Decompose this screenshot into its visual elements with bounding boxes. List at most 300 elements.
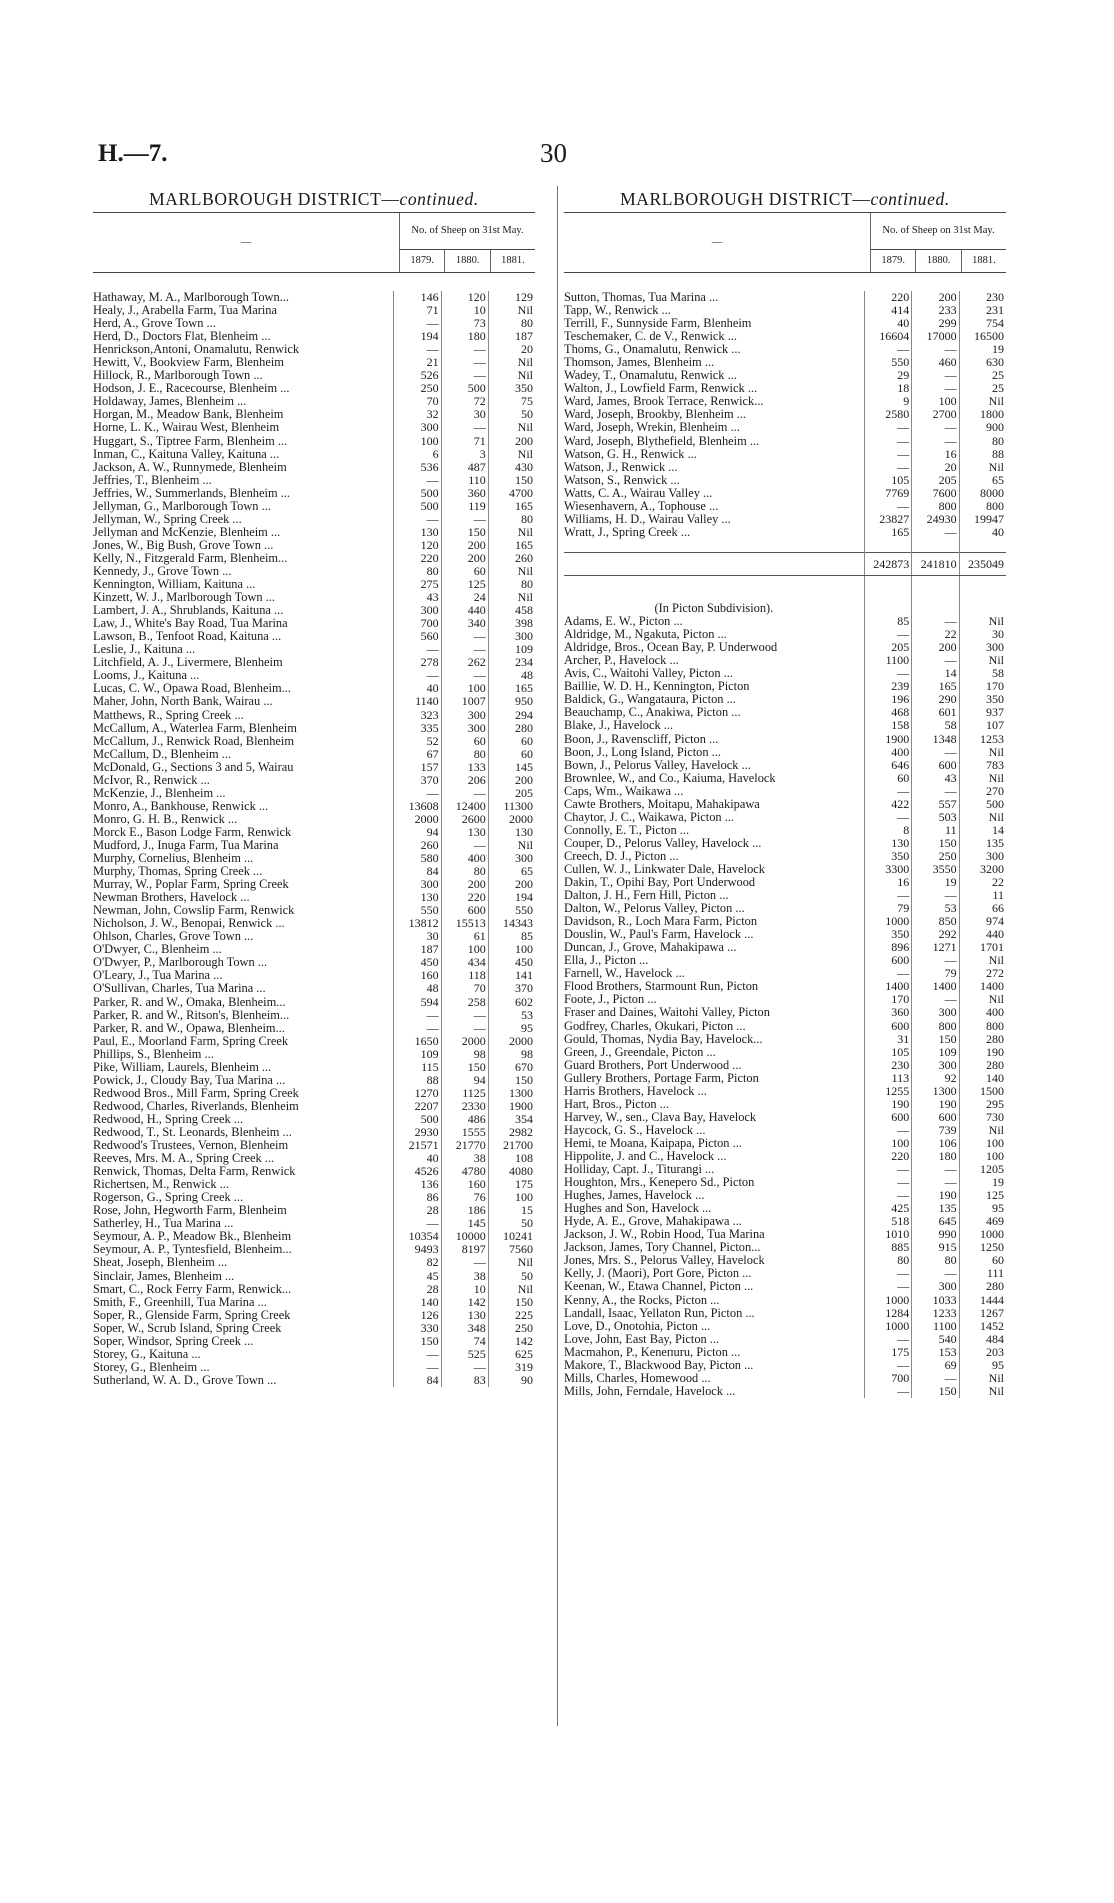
sheep-1879-cell: 580	[394, 852, 441, 865]
sheep-1880-cell: 525	[441, 1348, 488, 1361]
sheep-1879-cell: 350	[864, 850, 911, 863]
owner-cell: Boon, J., Long Island, Picton ...	[564, 745, 721, 759]
sheep-1880-cell: 3550	[912, 863, 959, 876]
sheep-1880-cell: 38	[441, 1270, 488, 1283]
sheep-1880-cell: 118	[441, 969, 488, 982]
sheep-1881-cell: 250	[488, 1322, 535, 1335]
sheep-1880-cell: 258	[441, 996, 488, 1009]
owner-cell: Hathaway, M. A., Marlborough Town...	[93, 291, 289, 304]
sheep-1881-cell: 800	[959, 500, 1006, 513]
sheep-1880-cell: 120	[441, 291, 488, 304]
sheep-1879-cell: —	[864, 500, 911, 513]
sheep-1879-cell: 468	[864, 706, 911, 719]
table-row	[93, 474, 535, 487]
table-row	[564, 1006, 1006, 1019]
sheep-1879-cell: 45	[394, 1270, 441, 1283]
sheep-1881-cell: 235049	[959, 552, 1006, 575]
sheep-1880-cell: 20	[912, 461, 959, 474]
owner-cell: Kinzett, W. J., Marlborough Town ...	[93, 591, 275, 605]
table-row	[93, 317, 535, 330]
table-row	[564, 759, 1006, 772]
sheep-1879-cell: 1900	[864, 733, 911, 746]
sheep-1880-cell: 400	[441, 852, 488, 865]
sheep-1880-cell: 80	[441, 865, 488, 878]
table-row	[93, 904, 535, 917]
table-row	[564, 1163, 1006, 1176]
sheep-1879-cell: 196	[864, 693, 911, 706]
table-row	[93, 1165, 535, 1178]
sheep-1880-cell: 200	[912, 641, 959, 654]
column-title	[564, 186, 1006, 212]
table-row	[93, 604, 535, 617]
sheep-1880-cell: 190	[912, 1189, 959, 1202]
spacer-row	[564, 575, 1006, 589]
sheep-1879-cell: 1100	[864, 654, 911, 667]
title-italic: continued.	[870, 189, 950, 209]
sheep-1880-cell: 180	[441, 330, 488, 343]
sheep-1880-cell: 70	[441, 982, 488, 995]
sheep-1879-cell: 86	[394, 1191, 441, 1204]
sheep-1880-cell: 200	[441, 878, 488, 891]
sheep-1881-cell: Nil	[488, 356, 535, 369]
spacer-cell	[864, 539, 911, 553]
table-row	[564, 628, 1006, 641]
sheep-1879-cell: —	[864, 1280, 911, 1293]
table-row	[564, 667, 1006, 680]
spacer-cell	[959, 539, 1006, 553]
sheep-1881-cell: 50	[488, 1270, 535, 1283]
table-row	[564, 421, 1006, 434]
sheep-1879-cell: 250	[394, 382, 441, 395]
sheep-1881-cell: 1800	[959, 408, 1006, 421]
sheep-1881-cell: 625	[488, 1348, 535, 1361]
spacer-cell	[959, 589, 1006, 602]
title-italic: continued.	[399, 189, 479, 209]
sheep-1880-cell: —	[912, 526, 959, 539]
sheep-1880-cell: —	[912, 435, 959, 448]
table-row	[564, 330, 1006, 343]
sheep-1879-cell: —	[394, 669, 441, 682]
table-row	[93, 421, 535, 434]
sheep-1880-cell: 1271	[912, 941, 959, 954]
table-row	[93, 1100, 535, 1113]
owner-cell: Watson, G. H., Renwick ...	[564, 447, 697, 461]
owner-cell: Haycock, G. S., Havelock ...	[564, 1123, 706, 1137]
sheep-1879-cell: 29	[864, 369, 911, 382]
sheep-1881-cell: 194	[488, 891, 535, 904]
sheep-1879-cell: 300	[394, 878, 441, 891]
sheep-1880-cell: 600	[912, 759, 959, 772]
table-row	[93, 643, 535, 656]
owner-cell: Jellyman, W., Spring Creek ...	[93, 512, 242, 526]
table-row	[93, 735, 535, 748]
sheep-1879-cell: 1400	[864, 980, 911, 993]
sheep-1879-cell: 278	[394, 656, 441, 669]
sheep-1881-cell: 270	[959, 785, 1006, 798]
sheep-1881-cell: 100	[488, 1191, 535, 1204]
sheep-1879-cell: 165	[864, 526, 911, 539]
sheep-1880-cell: 58	[912, 719, 959, 732]
year-header: 1880.	[445, 250, 490, 273]
sheep-1881-cell: 350	[959, 693, 1006, 706]
sheep-1880-cell: —	[912, 746, 959, 759]
sheep-1881-cell: Nil	[959, 772, 1006, 785]
sheep-1880-cell: 38	[441, 1152, 488, 1165]
sheep-1880-cell: 290	[912, 693, 959, 706]
table-row	[93, 1178, 535, 1191]
sheep-1881-cell: 319	[488, 1361, 535, 1374]
sheep-1879-cell: 130	[864, 837, 911, 850]
sheep-1881-cell: Nil	[488, 565, 535, 578]
sheep-1881-cell: 1500	[959, 1085, 1006, 1098]
sheep-1881-cell: 272	[959, 967, 1006, 980]
sheep-1879-cell: 1000	[864, 1320, 911, 1333]
sheep-1881-cell: 300	[488, 852, 535, 865]
sheep-1879-cell: —	[394, 1009, 441, 1022]
table-row	[93, 917, 535, 930]
owner-cell: Ward, Joseph, Blythefield, Blenheim ...	[564, 434, 760, 448]
table-row	[93, 682, 535, 695]
sheep-1880-cell: 300	[441, 709, 488, 722]
sheep-1880-cell: —	[441, 1361, 488, 1374]
sheep-1881-cell: 200	[488, 435, 535, 448]
sheep-1880-cell: 1400	[912, 980, 959, 993]
sheep-1880-cell: 19	[912, 876, 959, 889]
sheep-1880-cell: —	[912, 993, 959, 1006]
table-row	[564, 317, 1006, 330]
sheep-1881-cell: 125	[959, 1189, 1006, 1202]
owner-cell: Jellyman and McKenzie, Blenheim ...	[93, 525, 281, 539]
sheep-1880-cell: 11	[912, 824, 959, 837]
sheep-1880-cell: 53	[912, 902, 959, 915]
table-row	[93, 1256, 535, 1269]
table-row	[93, 395, 535, 408]
table-row	[93, 330, 535, 343]
sheep-1879-cell: —	[394, 474, 441, 487]
owner-cell: Storey, G., Kaituna ...	[93, 1347, 201, 1361]
sheep-1880-cell: 241810	[912, 552, 959, 575]
sheep-1880-cell: 4780	[441, 1165, 488, 1178]
sheep-1880-cell: 145	[441, 1217, 488, 1230]
table-row	[564, 954, 1006, 967]
owner-cell: Connolly, E. T., Picton ...	[564, 823, 690, 837]
owner-cell: Avis, C., Waitohi Valley, Picton ...	[564, 667, 733, 681]
sheep-1881-cell: Nil	[488, 304, 535, 317]
owner-cell: Redwood, H., Spring Creek ...	[93, 1112, 244, 1126]
owner-cell: Chaytor, J. C., Waikawa, Picton ...	[564, 810, 735, 824]
table-row	[93, 448, 535, 461]
table-row	[564, 1307, 1006, 1320]
sheep-1880-cell: 487	[441, 461, 488, 474]
sheep-1881-cell: 107	[959, 719, 1006, 732]
sheep-1879-cell: —	[864, 967, 911, 980]
owner-cell: Harvey, W., sen., Clava Bay, Havelock	[564, 1110, 757, 1124]
table-row	[564, 902, 1006, 915]
sheep-1880-cell: 12400	[441, 800, 488, 813]
sheep-1880-cell: 16	[912, 448, 959, 461]
sheep-1879-cell: 422	[864, 798, 911, 811]
sheep-1879-cell: 536	[394, 461, 441, 474]
sheep-table	[564, 291, 1006, 1398]
sheep-1880-cell: 71	[441, 435, 488, 448]
year-header: 1879.	[400, 250, 445, 273]
sheep-1881-cell: 450	[488, 956, 535, 969]
owner-cell: Jeffries, T., Blenheim ...	[93, 473, 212, 487]
sheep-1879-cell: 105	[864, 1046, 911, 1059]
table-row	[564, 1033, 1006, 1046]
sheep-1880-cell: 200	[441, 539, 488, 552]
sheep-1879-cell: 10354	[394, 1230, 441, 1243]
owner-cell: Ward, Joseph, Brookby, Blenheim ...	[564, 408, 746, 422]
spacer-cell	[959, 575, 1006, 589]
sheep-1880-cell: 915	[912, 1241, 959, 1254]
sheep-1881-cell: Nil	[488, 1283, 535, 1296]
owner-cell: McCallum, D., Blenheim ...	[93, 747, 232, 761]
sheep-1881-cell: 4080	[488, 1165, 535, 1178]
total-row	[564, 552, 1006, 575]
owner-cell: Teschemaker, C. de V., Renwick ...	[564, 330, 737, 344]
sheep-1881-cell: 1267	[959, 1307, 1006, 1320]
table-row	[93, 369, 535, 382]
sheep-1880-cell: 1007	[441, 695, 488, 708]
sheep-1879-cell: —	[394, 513, 441, 526]
sheep-1881-cell: 800	[959, 1020, 1006, 1033]
sheep-1880-cell: 72	[441, 395, 488, 408]
owner-cell: Hippolite, J. and C., Havelock ...	[564, 1150, 727, 1163]
table-row	[564, 1202, 1006, 1215]
sheep-1880-cell: 74	[441, 1335, 488, 1348]
sheep-1879-cell: —	[864, 1124, 911, 1137]
owner-cell: Holdaway, James, Blenheim ...	[93, 395, 247, 409]
table-row	[564, 474, 1006, 487]
sheep-1880-cell: —	[441, 839, 488, 852]
sheep-1880-cell: 10	[441, 1283, 488, 1296]
sheep-1881-cell: Nil	[488, 421, 535, 434]
owner-cell: Litchfield, A. J., Livermere, Blenheim	[93, 656, 283, 670]
sheep-1881-cell: 16500	[959, 330, 1006, 343]
table-row	[93, 1022, 535, 1035]
sheep-1880-cell: 15513	[441, 917, 488, 930]
table-row	[93, 943, 535, 956]
table-row	[93, 800, 535, 813]
sheep-1879-cell: 190	[864, 1098, 911, 1111]
sheep-1879-cell: 885	[864, 1241, 911, 1254]
sheep-1881-cell: Nil	[959, 1385, 1006, 1398]
owner-cell: Soper, R., Glenside Farm, Spring Creek	[93, 1308, 291, 1322]
sheep-1880-cell: 135	[912, 1202, 959, 1215]
owner-cell: Jackson, A. W., Runnymede, Blenheim	[93, 460, 287, 474]
owner-cell: McIvor, R., Renwick ...	[93, 773, 210, 787]
sheep-1881-cell: 400	[959, 1006, 1006, 1019]
table-row	[93, 539, 535, 552]
table-row	[93, 382, 535, 395]
sheep-1879-cell: 115	[394, 1061, 441, 1074]
sheep-1880-cell: —	[441, 1256, 488, 1269]
right-column	[564, 186, 1006, 1398]
sheep-1881-cell: 88	[959, 448, 1006, 461]
table-row	[93, 552, 535, 565]
sheep-1879-cell: 700	[864, 1372, 911, 1385]
sheep-1881-cell: 225	[488, 1309, 535, 1322]
sheep-1881-cell: 60	[488, 735, 535, 748]
sheep-1881-cell: 19	[959, 343, 1006, 356]
sheep-1879-cell: 30	[394, 930, 441, 943]
table-row	[564, 837, 1006, 850]
sheep-1881-cell: 2982	[488, 1126, 535, 1139]
table-row	[93, 500, 535, 513]
sheep-1879-cell: 550	[394, 904, 441, 917]
table-row	[93, 343, 535, 356]
table-row	[564, 500, 1006, 513]
sheep-1881-cell: 80	[488, 317, 535, 330]
owner-cell: Hughes and Son, Havelock ...	[564, 1202, 712, 1216]
sheep-1879-cell: 32	[394, 408, 441, 421]
owner-cell: Kenny, A., the Rocks, Picton ...	[564, 1293, 720, 1307]
sheep-1879-cell: 220	[394, 552, 441, 565]
sheep-1879-cell: 300	[394, 604, 441, 617]
owner-cell: Pike, William, Laurels, Blenheim ...	[93, 1060, 272, 1074]
table-row	[564, 526, 1006, 539]
owner-cell: Seymour, A. P., Meadow Bk., Blenheim	[93, 1230, 292, 1244]
owner-cell: Foote, J., Picton ...	[564, 993, 657, 1007]
document-code: H.—7.	[98, 140, 168, 167]
sheep-1879-cell: —	[864, 1267, 911, 1280]
sheep-1881-cell: 430	[488, 461, 535, 474]
sheep-1880-cell: 106	[912, 1137, 959, 1150]
sheep-1881-cell: 142	[488, 1335, 535, 1348]
sheep-1879-cell: 1650	[394, 1035, 441, 1048]
spacer-cell	[912, 602, 959, 615]
sheep-1880-cell: 850	[912, 915, 959, 928]
owner-cell: Creech, D. J., Picton ...	[564, 849, 679, 863]
sheep-1881-cell: 1300	[488, 1087, 535, 1100]
sheep-1879-cell: —	[394, 1022, 441, 1035]
table-row	[564, 1254, 1006, 1267]
sheep-1880-cell: 92	[912, 1072, 959, 1085]
sheep-1881-cell: 25	[959, 382, 1006, 395]
sheep-1879-cell: 360	[864, 1006, 911, 1019]
sheep-1879-cell: —	[394, 643, 441, 656]
sheep-1880-cell: —	[441, 421, 488, 434]
sheep-1880-cell: 360	[441, 487, 488, 500]
table-row	[564, 824, 1006, 837]
sheep-1880-cell: 250	[912, 850, 959, 863]
sheep-1881-cell: 3200	[959, 863, 1006, 876]
sheep-1879-cell: 1255	[864, 1085, 911, 1098]
sheep-1881-cell: 53	[488, 1009, 535, 1022]
sheep-1880-cell: 119	[441, 500, 488, 513]
sheep-1879-cell: 1270	[394, 1087, 441, 1100]
sheep-1879-cell: —	[394, 343, 441, 356]
sheep-1879-cell: 1284	[864, 1307, 911, 1320]
sheep-1879-cell: 4526	[394, 1165, 441, 1178]
sheep-1879-cell: 120	[394, 539, 441, 552]
sheep-1879-cell: 80	[864, 1254, 911, 1267]
sheep-1880-cell: 601	[912, 706, 959, 719]
owner-cell: Landall, Isaac, Yellaton Run, Picton ...	[564, 1306, 755, 1320]
table-row	[93, 1374, 535, 1387]
table-row	[93, 565, 535, 578]
owner-cell: Matthews, R., Spring Creek ...	[93, 708, 244, 722]
sheep-1879-cell: 300	[394, 421, 441, 434]
owner-cell: O'Leary, J., Tua Marina ...	[93, 969, 223, 983]
sheep-1879-cell: —	[864, 1333, 911, 1346]
table-row	[93, 591, 535, 604]
table-row	[93, 1152, 535, 1165]
spacer-cell	[864, 602, 911, 615]
sheep-1881-cell: 58	[959, 667, 1006, 680]
table-row	[564, 1085, 1006, 1098]
sheep-1880-cell: 130	[441, 1309, 488, 1322]
sheep-1880-cell: 299	[912, 317, 959, 330]
sheep-1879-cell: 7769	[864, 487, 911, 500]
sheep-1881-cell: 22	[959, 876, 1006, 889]
sheep-1881-cell: 11300	[488, 800, 535, 813]
sheep-1879-cell: 1140	[394, 695, 441, 708]
sheep-1881-cell: 950	[488, 695, 535, 708]
sheep-1881-cell: 135	[959, 837, 1006, 850]
sheep-1879-cell: 88	[394, 1074, 441, 1087]
sheep-1880-cell: —	[912, 369, 959, 382]
sheep-1881-cell: Nil	[488, 369, 535, 382]
sheep-1881-cell: 2000	[488, 1035, 535, 1048]
sheep-1879-cell: 600	[864, 954, 911, 967]
sheep-1879-cell: —	[864, 461, 911, 474]
sheep-1881-cell: 30	[959, 628, 1006, 641]
sheep-1880-cell: 7600	[912, 487, 959, 500]
sheep-1881-cell: 754	[959, 317, 1006, 330]
owner-cell: Hughes, James, Havelock ...	[564, 1189, 705, 1203]
sheep-1880-cell: 100	[912, 395, 959, 408]
sheep-1879-cell: 130	[394, 891, 441, 904]
table-row	[564, 1346, 1006, 1359]
sheep-1880-cell: 460	[912, 356, 959, 369]
owner-cell: Newman Brothers, Havelock ...	[93, 891, 250, 905]
sheep-1879-cell: 896	[864, 941, 911, 954]
sheep-1881-cell: 14	[959, 824, 1006, 837]
sheep-1881-cell: 458	[488, 604, 535, 617]
table-row	[564, 291, 1006, 304]
table-row	[564, 1385, 1006, 1398]
table-row	[93, 435, 535, 448]
sheep-1881-cell: 141	[488, 969, 535, 982]
sheep-1879-cell: 136	[394, 1178, 441, 1191]
table-row	[564, 1333, 1006, 1346]
table-header	[93, 212, 535, 273]
sheep-1880-cell: 292	[912, 928, 959, 941]
owner-cell: Redwood's Trustees, Vernon, Blenheim	[93, 1139, 289, 1153]
owner-cell: O'Dwyer, P., Marlborough Town ...	[93, 956, 268, 970]
sheep-1880-cell: 17000	[912, 330, 959, 343]
sheep-1881-cell: 469	[959, 1215, 1006, 1228]
table-row	[93, 526, 535, 539]
sheep-1881-cell: 398	[488, 617, 535, 630]
sheep-1880-cell: 1555	[441, 1126, 488, 1139]
sheep-1881-cell: Nil	[959, 811, 1006, 824]
sheep-1879-cell: 84	[394, 865, 441, 878]
spacer-cell	[864, 575, 911, 589]
table-row	[564, 343, 1006, 356]
owner-cell: O'Sullivan, Charles, Tua Marina ...	[93, 982, 266, 996]
table-row	[564, 746, 1006, 759]
sheep-1879-cell: 158	[864, 719, 911, 732]
sheep-1881-cell: 98	[488, 1048, 535, 1061]
table-row	[564, 915, 1006, 928]
owner-cell: Caps, Wm., Waikawa ...	[564, 784, 684, 798]
owner-cell: Gould, Thomas, Nydia Bay, Havelock...	[564, 1032, 763, 1046]
sheep-1881-cell: 1452	[959, 1320, 1006, 1333]
sheep-1879-cell: 79	[864, 902, 911, 915]
